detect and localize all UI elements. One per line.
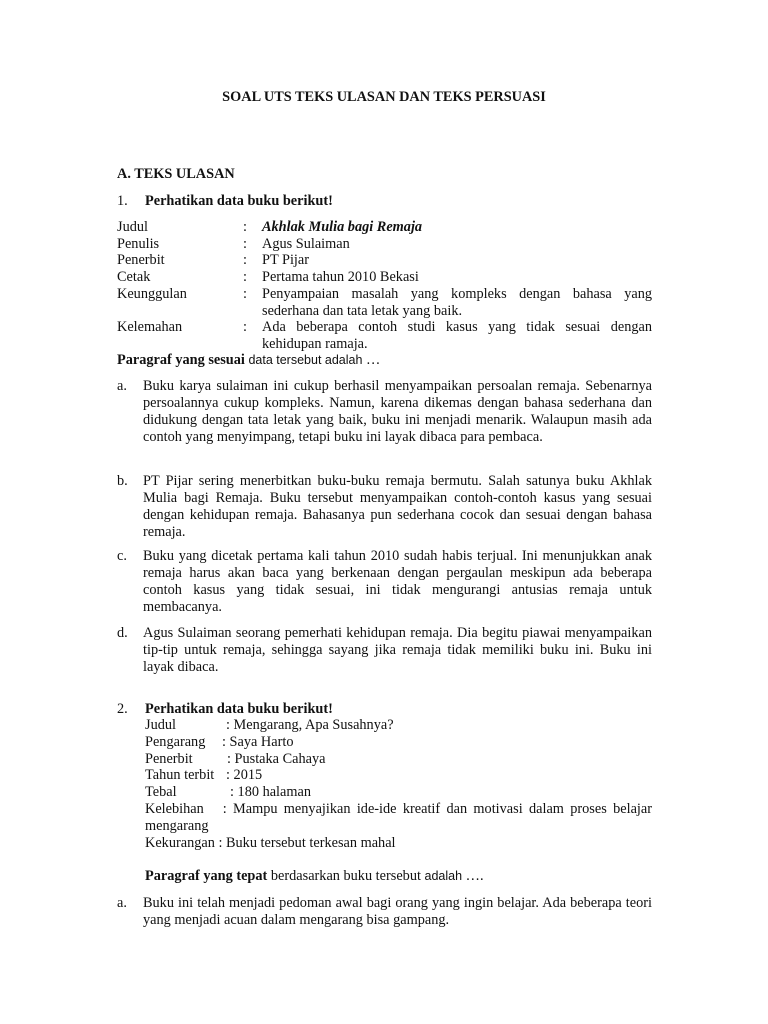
prompt-rest: data tersebut adalah bbox=[248, 353, 363, 367]
option-letter: a. bbox=[117, 378, 127, 394]
q2-heading: Perhatikan data buku berikut! bbox=[145, 701, 333, 717]
row-colon: : bbox=[243, 319, 247, 335]
prompt-bold: Paragraf yang sesuai bbox=[117, 352, 245, 368]
q2-prompt bbox=[145, 868, 484, 885]
q2-label: Pengarang bbox=[145, 734, 206, 750]
option-text: Buku yang dicetak pertama kali tahun 2010 sudah habis terjual. Ini menunjukkan anak remaja harus akan baca yang berkenaan dengan pergaulan meskipun ada beberapa contoh kasus yang tidak sesuai, ini tidak mengurangi antusias remaja untuk membacanya. bbox=[143, 548, 652, 615]
prompt-rest: berdasarkan buku tersebut bbox=[270, 868, 421, 884]
q2-label: Penerbit bbox=[145, 751, 193, 767]
row-value: Pertama tahun 2010 Bekasi bbox=[262, 269, 419, 285]
page-title: SOAL UTS TEKS ULASAN DAN TEKS PERSUASI bbox=[222, 89, 546, 105]
q2-number: 2. bbox=[117, 701, 128, 717]
prompt-dots: …. bbox=[465, 868, 484, 884]
prompt-bold: Paragraf yang tepat bbox=[145, 868, 268, 884]
row-value: Ada beberapa contoh studi kasus yang tidak sesuai dengan kehidupan ramaja. bbox=[262, 319, 652, 352]
row-label: Keunggulan bbox=[117, 286, 187, 302]
q2-label: Tebal bbox=[145, 784, 177, 800]
row-label: Penerbit bbox=[117, 252, 165, 268]
option-text: Buku karya sulaiman ini cukup berhasil menyampaikan persoalan remaja. Sebenarnya persoalannya cukup kompleks. Namun, karena dikemas dengan bahasa sederhana dan didukung dengan tata letak yang baik, buku ini menjadi menarik. Walaupun masih ada contoh yang menyimpang, tetapi buku ini layak dibaca para pembaca. bbox=[143, 378, 652, 445]
row-label: Cetak bbox=[117, 269, 151, 285]
row-colon: : bbox=[243, 219, 247, 235]
option-letter: b. bbox=[117, 473, 128, 489]
row-value: Penyampaian masalah yang kompleks dengan bahasa yang sederhana dan tata letak yang baik. bbox=[262, 286, 652, 319]
row-label: Kelemahan bbox=[117, 319, 183, 335]
q2-label: Tahun terbit bbox=[145, 767, 215, 783]
q2-value: : Mengarang, Apa Susahnya? bbox=[226, 717, 394, 733]
q2-value: : Saya Harto bbox=[222, 734, 294, 750]
option-text: PT Pijar sering menerbitkan buku-buku remaja bermutu. Salah satunya buku Akhlak Mulia bagi Remaja. Buku tersebut menyampaikan contoh-contoh kasus yang sesuai dengan kehidupan remaja. Bahasanya pun sederhana cocok dan sesuai dengan bahasa remaja. bbox=[143, 473, 652, 540]
q1-heading: Perhatikan data buku berikut! bbox=[145, 193, 333, 209]
row-value: Akhlak Mulia bagi Remaja bbox=[262, 219, 423, 235]
row-value: Agus Sulaiman bbox=[262, 236, 350, 252]
row-label: Judul bbox=[117, 219, 148, 235]
option-letter: d. bbox=[117, 625, 128, 641]
option-text: Buku ini telah menjadi pedoman awal bagi orang yang ingin belajar. Ada beberapa teori yang menjadi acuan dalam mengarang bisa gampang. bbox=[143, 895, 652, 928]
option-letter: a. bbox=[117, 895, 127, 911]
row-colon: : bbox=[243, 252, 247, 268]
section-heading: A. TEKS ULASAN bbox=[117, 166, 235, 182]
q2-kelebihan: Kelebihan : Mampu menyajikan ide-ide kreatif dan motivasi dalam proses belajar mengarang bbox=[145, 801, 656, 834]
q2-value: : Pustaka Cahaya bbox=[227, 751, 326, 767]
prompt-sans: adalah bbox=[424, 869, 463, 883]
row-colon: : bbox=[243, 236, 247, 252]
option-text: Agus Sulaiman seorang pemerhati kehidupan remaja. Dia begitu piawai menyampaikan tip-tip untuk remaja, sehingga sayang jika remaja tidak memiliki buku ini. Buku ini layak dibaca. bbox=[143, 625, 652, 675]
row-colon: : bbox=[243, 286, 247, 302]
q2-value: : 180 halaman bbox=[230, 784, 311, 800]
q2-kekurangan: Kekurangan : Buku tersebut terkesan mahal bbox=[145, 835, 396, 851]
q1-number: 1. bbox=[117, 193, 128, 209]
row-value: PT Pijar bbox=[262, 252, 310, 268]
q1-prompt bbox=[117, 352, 380, 369]
q2-label: Judul bbox=[145, 717, 176, 733]
prompt-dots: … bbox=[366, 352, 381, 368]
q2-value: : 2015 bbox=[226, 767, 263, 783]
row-colon: : bbox=[243, 269, 247, 285]
row-label: Penulis bbox=[117, 236, 160, 252]
option-letter: c. bbox=[117, 548, 127, 564]
